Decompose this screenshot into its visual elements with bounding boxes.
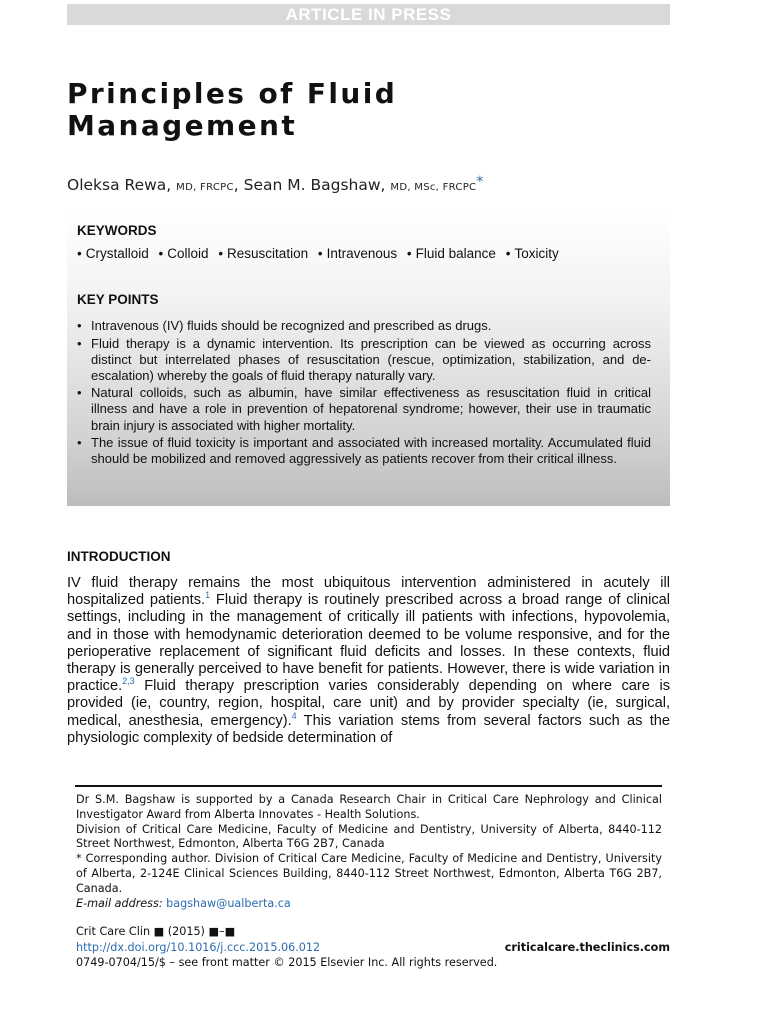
reference-link[interactable]: 4 <box>291 710 297 721</box>
author-2-name: Sean M. Bagshaw, <box>243 176 386 194</box>
copyright-line: 0749-0704/15/$ – see front matter © 2015 Elsevier Inc. All rights reserved. <box>76 956 498 969</box>
key-points-heading: KEY POINTS <box>77 292 159 307</box>
email-label: E-mail address: <box>76 896 163 910</box>
key-point-item: • Fluid therapy is a dynamic intervention. Its prescription can be viewed as occurring across distinct but interrelated phases of resuscitation (rescue, optimization, stabilization, and de-escalation) whereby the goals of fluid therapy naturally vary. <box>77 336 651 384</box>
footnotes <box>76 793 662 911</box>
key-point-item: • Natural colloids, such as albumin, have similar effectiveness as resuscitation fluid in critical illness and have a role in prevention of hepatorenal syndrome; however, their use in traumatic brain injury is associated with higher mortality. <box>77 385 651 433</box>
keyword-item: • Crystalloid <box>77 246 149 261</box>
keyword-item: • Fluid balance <box>406 246 496 261</box>
article-in-press-banner: ARTICLE IN PRESS <box>67 4 670 25</box>
funding-note: Dr S.M. Bagshaw is supported by a Canada Research Chair in Critical Care Nephrology and Clinical Investigator Award from Alberta Innovates - Health Solutions. <box>76 793 662 821</box>
key-point-item: • The issue of fluid toxicity is important and associated with increased mortality. Accumulated fluid should be mobilized and removed aggressively as patients recover from their critical illness. <box>77 435 651 467</box>
keyword-item: • Resuscitation <box>218 246 309 261</box>
doi-row <box>76 940 670 956</box>
keywords-heading: KEYWORDS <box>77 223 157 238</box>
keyword-item: • Intravenous <box>317 246 398 261</box>
reference-link[interactable]: 2,3 <box>122 676 135 687</box>
keyword-item: • Colloid <box>158 246 209 261</box>
author-line <box>67 174 483 194</box>
article-title <box>67 78 667 142</box>
affiliation-note: Division of Critical Care Medicine, Faculty of Medicine and Dentistry, University of Alberta, 8440-112 Street Northwest, Edmonton, Alberta T6G 2B7, Canada <box>76 822 662 851</box>
title-line-1: Principles of Fluid <box>67 77 398 110</box>
email-link[interactable]: bagshaw@ualberta.ca <box>166 896 291 910</box>
author-1-name: Oleksa Rewa, <box>67 176 172 194</box>
author-separator: , <box>233 176 239 194</box>
footnote-divider <box>75 785 662 787</box>
corresponding-author-link[interactable]: * <box>476 174 484 190</box>
key-points-list <box>77 318 651 469</box>
keyword-item: • Toxicity <box>505 246 559 261</box>
journal-site: criticalcare.theclinics.com <box>504 940 670 954</box>
author-2-credentials: MD, MSc, FRCPC <box>390 182 477 193</box>
email-line <box>76 897 662 912</box>
key-point-item: • Intravenous (IV) fluids should be recognized and prescribed as drugs. <box>77 318 651 334</box>
author-1-credentials: MD, FRCPC <box>176 182 234 193</box>
introduction-paragraph: IV fluid therapy remains the most ubiquitous intervention administered in acutely ill hospitalized patients.$^1$ Fluid therapy is routinely prescribed across a broad range of clinical settings, including in the management of critically ill patients with infections, hypovolemia, and in those with hemodynamic deterioration deemed to be volume responsive, and for the perioperative replacement of significant fluid deficits and losses. In these contexts, fluid therapy is generally perceived to have benefit for patients. However, there is wide variation in practice.$^{2,3}$ Fluid therapy prescription varies considerably depending on where care is provided (ie, country, region, hospital, care unit) and by provider specialty (ie, surgical, medical, anesthesia, emergency).$^4$ This variation stems from several factors such as the physiologic complexity of bedside determination of <box>67 575 671 746</box>
title-line-2: Management <box>67 109 298 142</box>
keywords-keypoints-box <box>67 212 670 506</box>
journal-citation: Crit Care Clin ■ (2015) ■–■ <box>76 925 236 938</box>
introduction-heading: INTRODUCTION <box>67 549 171 564</box>
keywords-list <box>77 246 565 261</box>
citation-block <box>76 924 670 971</box>
reference-link[interactable]: 1 <box>205 590 211 601</box>
corresponding-author-note: * Corresponding author. Division of Critical Care Medicine, Faculty of Medicine and Dentistry, University of Alberta, 2-124E Clinical Sciences Building, 8440-112 Street Northwest, Edmonton, Alberta T6G 2B7, Canada. <box>76 852 662 895</box>
doi-link[interactable]: http://dx.doi.org/10.1016/j.ccc.2015.06.012 <box>76 940 321 954</box>
